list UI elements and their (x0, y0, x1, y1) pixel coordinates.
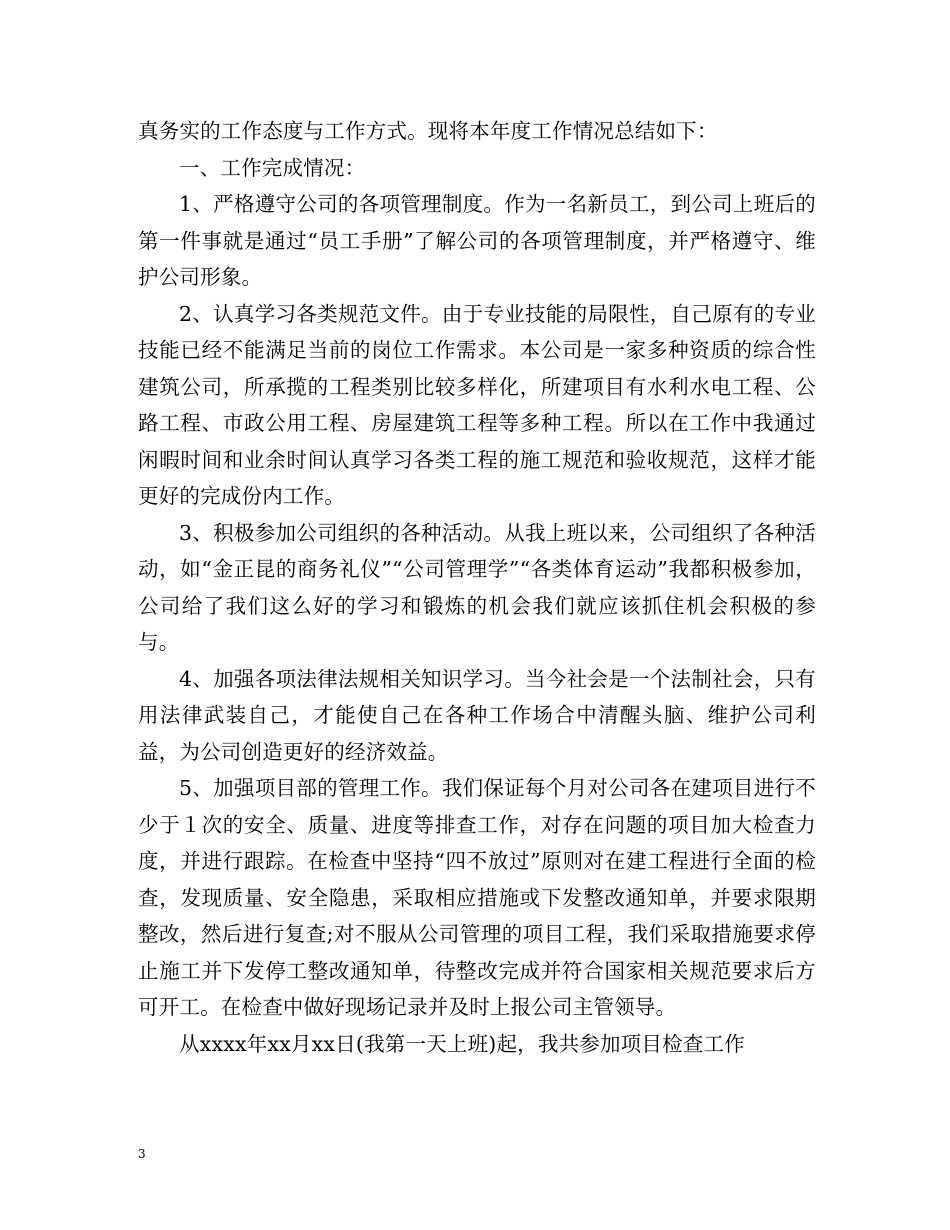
document-body (138, 113, 816, 1062)
paragraph-intro-continuation: 真务实的工作态度与工作方式。现将本年度工作情况总结如下： (138, 119, 718, 143)
paragraph-inspection-summary: 从xxxx年xx月xx日(我第一天上班)起，我共参加项目检查工作 (179, 1031, 745, 1056)
paragraph-item-3: 3、积极参加公司组织的各种活动。从我上班以来，公司组织了各种活动，如“金正昆的商务礼仪”“公司管理学”“各类体育运动”我都积极参加，公司给了我们这么好的学习和锻炼的机会我们就应该抓住机会积极的参与。 (138, 520, 816, 654)
paragraph-item-1: 1、严格遵守公司的各项管理制度。作为一名新员工，到公司上班后的第一件事就是通过“员工手册”了解公司的各项管理制度，并严格遵守、维护公司形象。 (138, 192, 816, 289)
section-heading-work-completion: 一、工作完成情况： (179, 155, 366, 180)
paragraph-item-5: 5、加强项目部的管理工作。我们保证每个月对公司各在建项目进行不少于１次的安全、质量、进度等排查工作，对存在问题的项目加大检查力度，并进行跟踪。在检查中坚持“四不放过”原则对在建工程进行全面的检查，发现质量、安全隐患，采取相应措施或下发整改通知单，并要求限期整改，然后进行复查;对不服从公司管理的项目工程，我们采取措施要求停止施工并下发停工整改通知单，待整改完成并符合国家相关规范要求后方可开工。在检查中做好现场记录并及时上报公司主管领导。 (138, 776, 816, 1019)
page-number: 3 (138, 1147, 146, 1161)
paragraph-item-2: 2、认真学习各类规范文件。由于专业技能的局限性，自己原有的专业技能已经不能满足当前的岗位工作需求。本公司是一家多种资质的综合性建筑公司，所承揽的工程类别比较多样化，所建项目有水利水电工程、公路工程、市政公用工程、房屋建筑工程等多种工程。所以在工作中我通过闲暇时间和业余时间认真学习各类工程的施工规范和验收规范，这样才能更好的完成份内工作。 (138, 301, 816, 508)
paragraph-item-4: 4、加强各项法律法规相关知识学习。当今社会是一个法制社会，只有用法律武装自己，才能使自己在各种工作场合中清醒头脑、维护公司利益，为公司创造更好的经济效益。 (138, 666, 816, 764)
